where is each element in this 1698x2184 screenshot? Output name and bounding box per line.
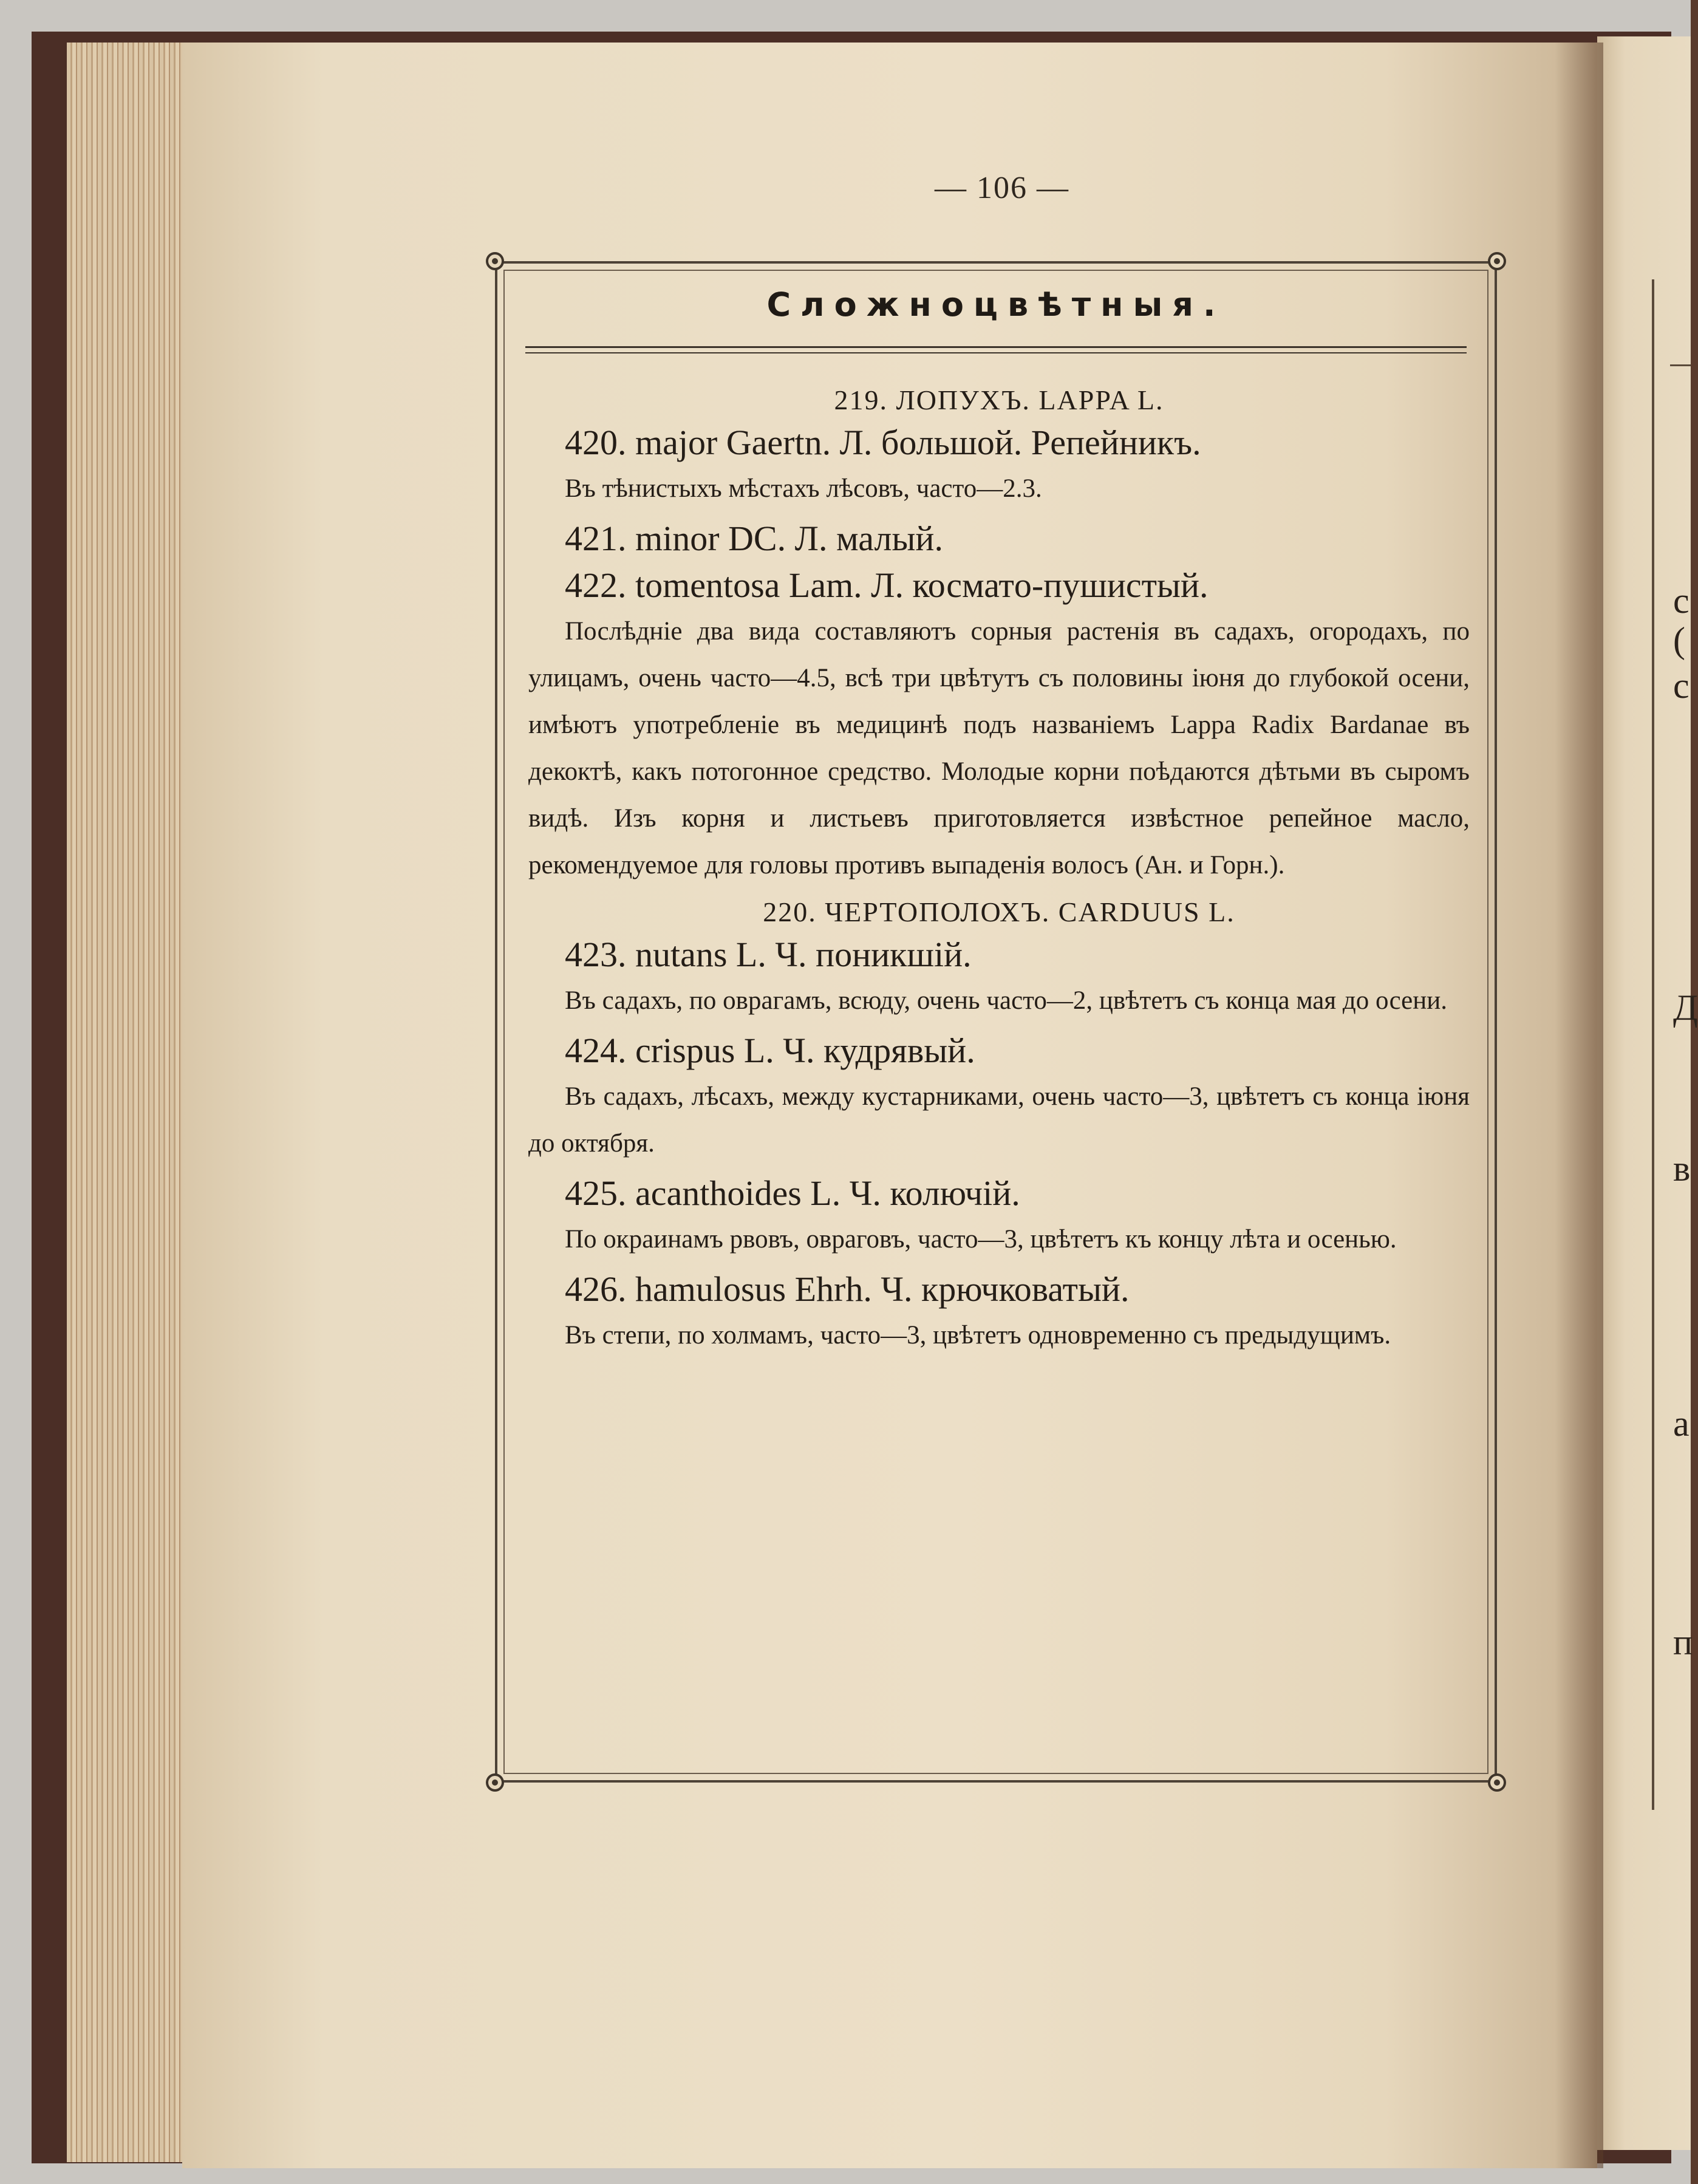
species-name: 426. hamulosus Ehrh. Ч. крючковатый. [565,1269,1130,1309]
species-description: По окраинамъ рвовъ, овраговъ, часто—3, цвѣтетъ къ концу лѣта и осенью. [565,1225,1397,1254]
title-rule [525,352,1467,353]
right-page-letter: в [1673,1148,1691,1189]
page-number: — 106 — [935,171,1069,205]
section-title: Сложноцвѣтныя. [766,285,1226,324]
species-description: Въ тѣнистыхъ мѣстахъ лѣсовъ, часто—2.3. [565,474,1042,503]
book-gutter [1555,43,1603,2168]
species-description: Въ садахъ, по оврагамъ, всюду, очень часто—2, цвѣтетъ съ конца мая до осени. [565,986,1448,1015]
right-page-letter: с [1673,666,1689,706]
right-page-letter: ( [1673,620,1685,660]
frame-corner-ornament [1488,252,1506,270]
species-name: 425. acanthoides L. Ч. колючій. [565,1173,1020,1213]
right-page-frame-line [1652,279,1654,1810]
right-page-letter: а [1673,1404,1689,1444]
frame-corner-ornament [486,252,504,270]
right-page-fragment [1597,36,1691,2150]
frame-corner-ornament [1488,1773,1506,1792]
right-page-letter: Д [1673,988,1698,1028]
genus-heading: 220. ЧЕРТОПОЛОХЪ. CARDUUS L. [763,896,1235,927]
species-description: Въ садахъ, лѣсахъ, между кустарниками, очень часто—3, цвѣтетъ съ конца іюня до октября. [528,1082,1470,1158]
species-description: Послѣдніе два вида составляютъ сорныя растенія въ садахъ, огородахъ, по улицамъ, очень часто—4.5, всѣ три цвѣтутъ съ половины іюня до глубокой осени, имѣютъ употребленіе въ медицинѣ подъ названіемъ Lappa Radix Bardanae въ декоктѣ, какъ потогонное средство. Молодые корни поѣдаются дѣтьми въ сыромъ видѣ. Изъ корня и листьевъ приготовляется извѣстное репейное масло, рекомендуемое для головы противъ выпаденія волосъ (Ан. и Горн.). [528,617,1470,879]
species-description: Въ степи, по холмамъ, часто—3, цвѣтетъ одновременно съ предыдущимъ. [565,1321,1391,1350]
right-page-letter: п [1673,1622,1693,1662]
species-name: 420. major Gaertn. Л. большой. Репейникъ. [565,423,1201,462]
genus-heading: 219. ЛОПУХЪ. LAPPA L. [834,384,1164,415]
right-page-rule [1670,364,1691,366]
species-name: 421. minor DC. Л. малый. [565,519,943,558]
species-name: 423. nutans L. Ч. поникшій. [565,935,972,974]
frame-corner-ornament [486,1773,504,1792]
species-name: 424. crispus L. Ч. кудрявый. [565,1031,975,1070]
right-page-letter: с [1673,581,1689,621]
title-rule [525,346,1467,348]
page-body [528,377,1470,1365]
species-name: 422. tomentosa Lam. Л. косматo-пушистый. [565,565,1209,605]
